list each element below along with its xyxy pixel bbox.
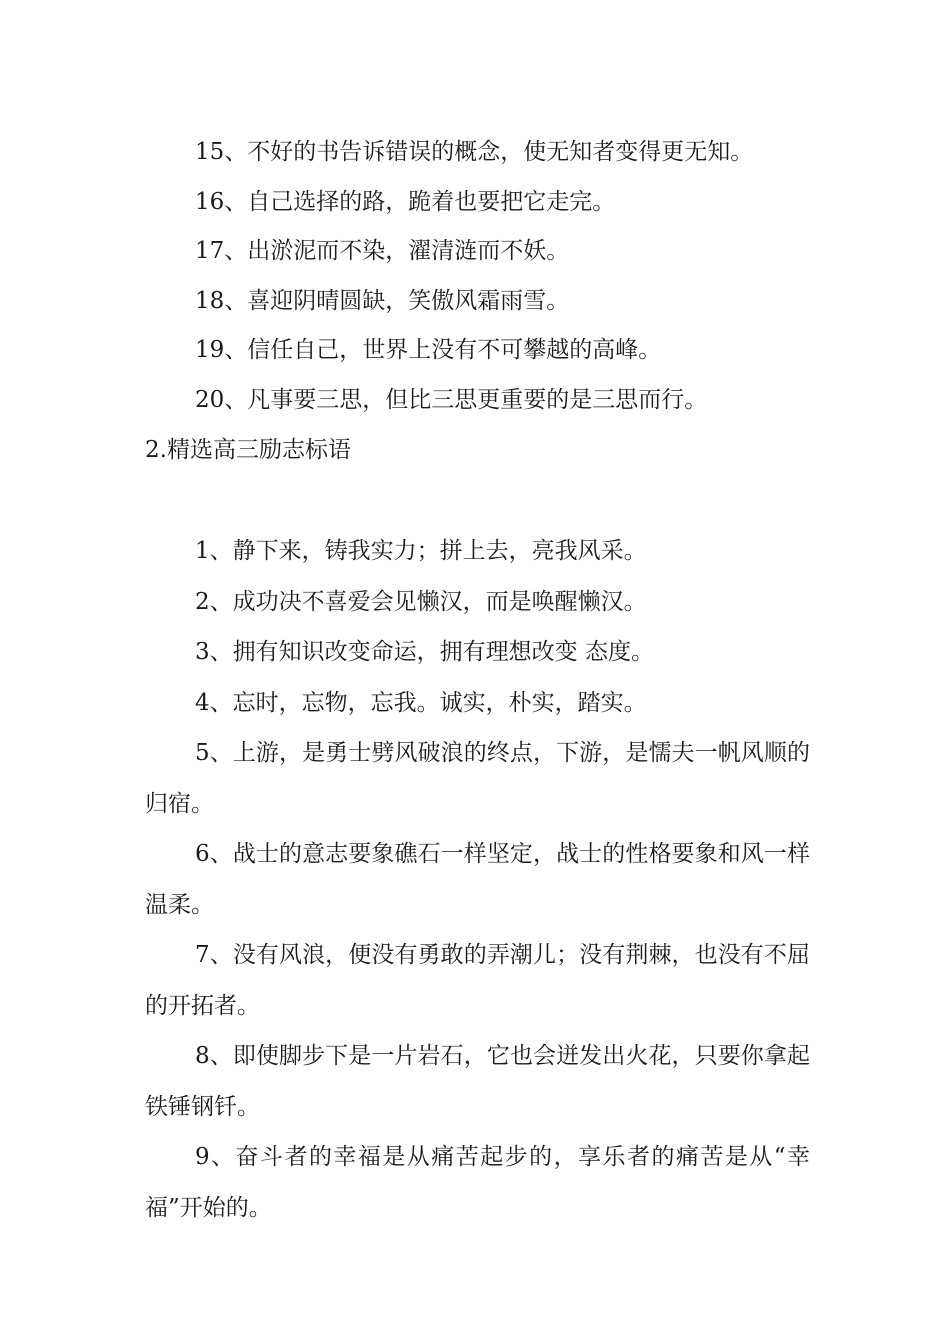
- list-item: 17、出淤泥而不染，濯清涟而不妖。: [195, 238, 570, 264]
- slogan-list: [145, 526, 810, 1233]
- list-item: 15、不好的书告诉错误的概念，使无知者变得更无知。: [195, 139, 754, 165]
- list-item: 9、奋斗者的幸福是从痛苦起步的，享乐者的痛苦是从“幸福”开始的。: [145, 1144, 810, 1221]
- list-item: 16、自己选择的路，跪着也要把它走完。: [195, 188, 616, 215]
- list-item: 20、凡事要三思，但比三思更重要的是三思而行。: [195, 386, 708, 413]
- slogan-list-continued: [145, 128, 815, 425]
- list-item: 7、没有风浪，便没有勇敢的弄潮儿；没有荆棘，也没有不屈的开拓者。: [145, 942, 810, 1019]
- list-item: 4、忘时，忘物，忘我。诚实，朴实，踏实。: [195, 689, 647, 716]
- list-item: 3、拥有知识改变命运，拥有理想改变 态度。: [195, 639, 654, 665]
- list-item: 6、战士的意志要象礁石一样坚定，战士的性格要象和风一样温柔。: [145, 841, 810, 918]
- list-item: 5、上游，是勇士劈风破浪的终点，下游，是懦夫一帆风顺的归宿。: [145, 740, 810, 817]
- list-item: 1、静下来，铸我实力；拼上去，亮我风采。: [195, 538, 647, 564]
- list-item: 19、信任自己，世界上没有不可攀越的高峰。: [195, 337, 662, 363]
- section-heading: 2.精选高三励志标语: [145, 437, 351, 463]
- list-item: 18、喜迎阴晴圆缺，笑傲风霜雨雪。: [195, 287, 570, 314]
- list-item: 2、成功决不喜爱会见懒汉，而是唤醒懒汉。: [195, 588, 647, 615]
- list-item: 8、即使脚步下是一片岩石，它也会迸发出火花，只要你拿起铁锤钢钎。: [145, 1043, 810, 1120]
